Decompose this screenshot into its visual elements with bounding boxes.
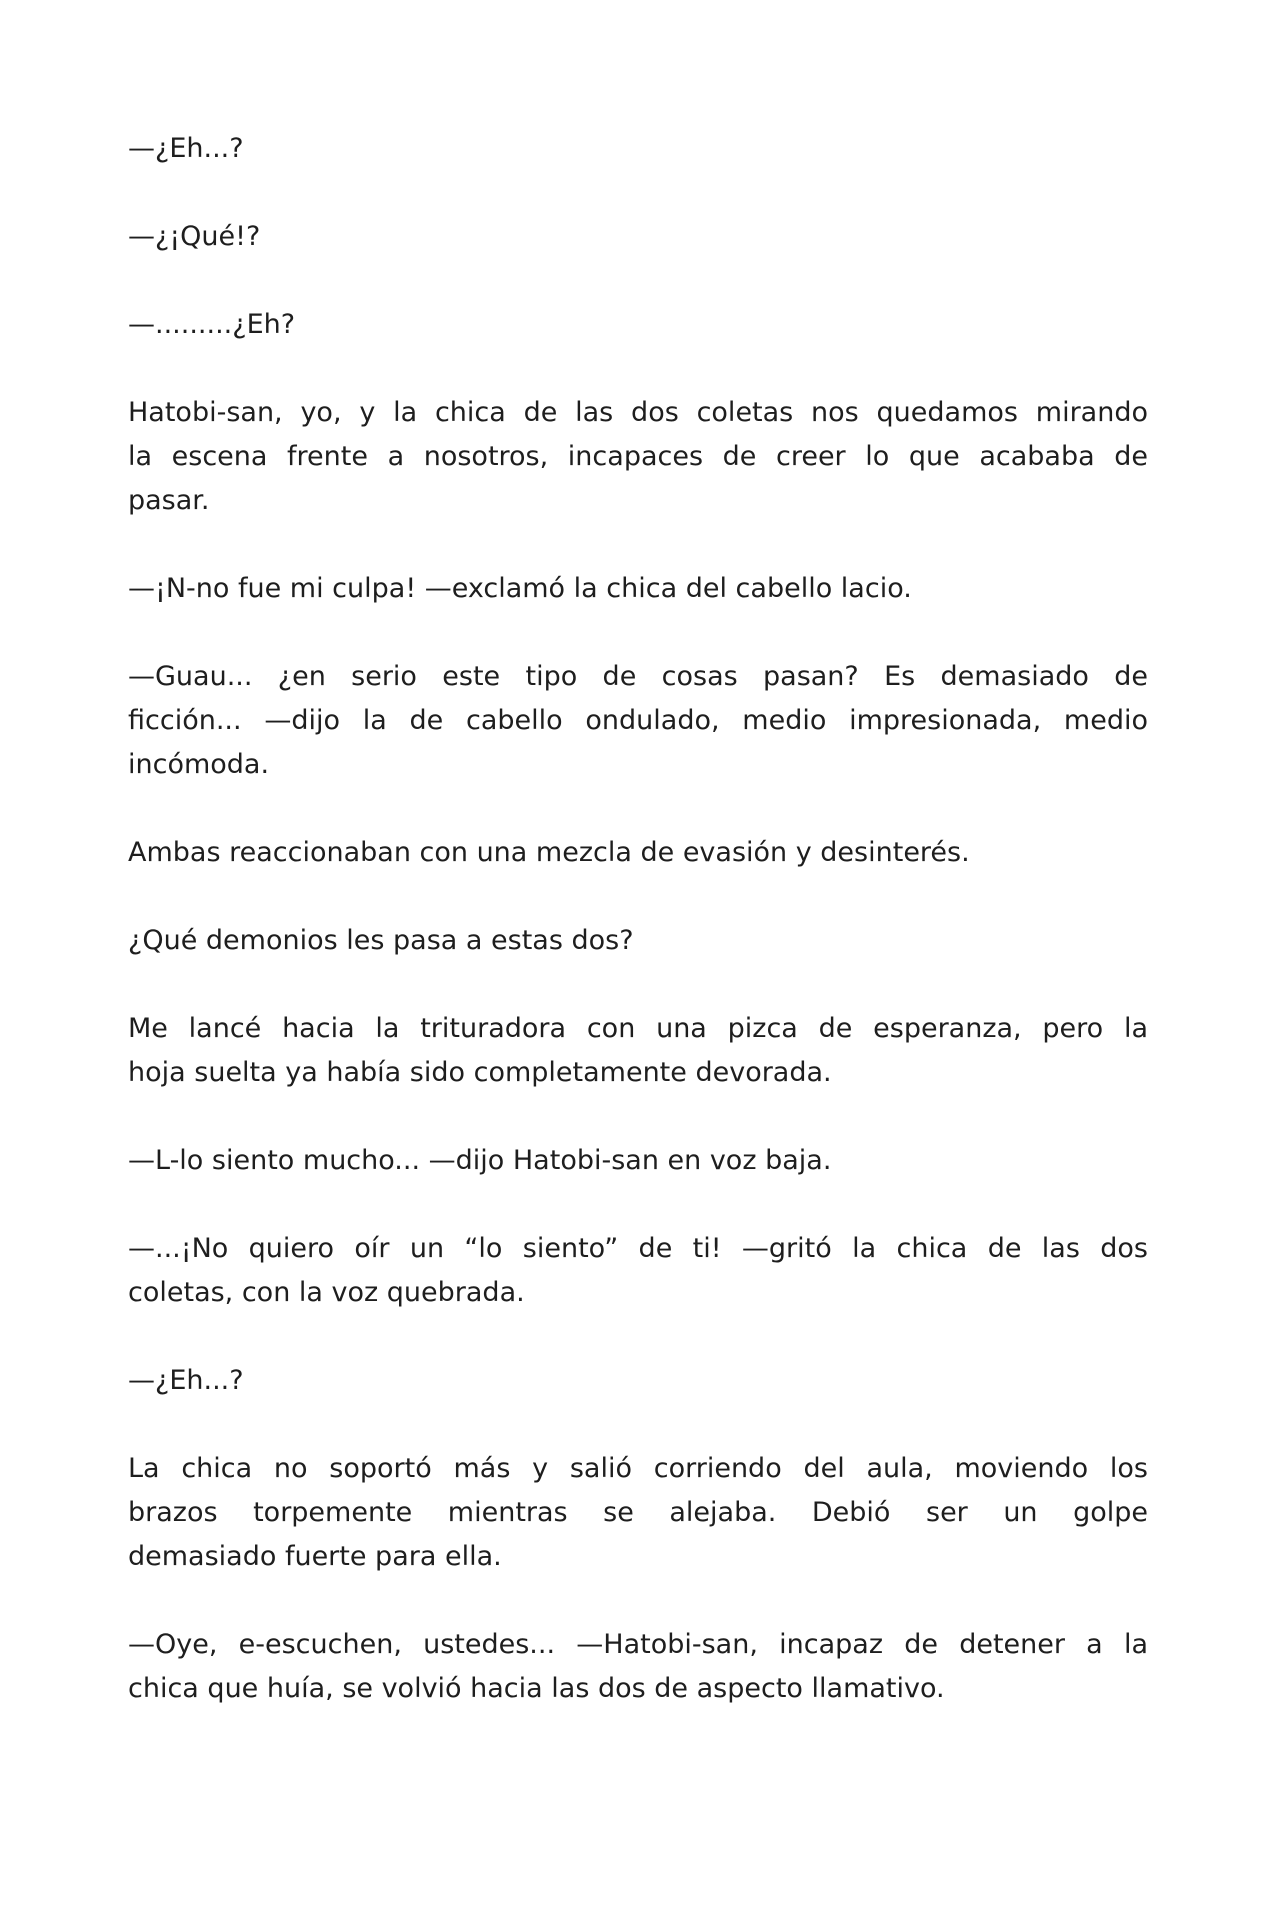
paragraph xyxy=(128,1359,1148,1403)
paragraph xyxy=(128,1447,1148,1579)
text-line: brazos torpemente mientras se alejaba. Debió ser un golpe xyxy=(128,1497,1148,1528)
text-line: —¡N-no fue mi culpa! —exclamó la chica del cabello lacio. xyxy=(128,573,912,604)
paragraph xyxy=(128,1007,1148,1095)
document-page xyxy=(128,127,1148,1755)
text-line: ficción... —dijo la de cabello ondulado, medio impresionada, medio xyxy=(128,705,1148,736)
paragraph xyxy=(128,919,1148,963)
paragraph xyxy=(128,127,1148,171)
text-line: Hatobi-san, yo, y la chica de las dos coletas nos quedamos mirando xyxy=(128,397,1148,428)
paragraph xyxy=(128,1227,1148,1315)
text-line: —¿¡Qué!? xyxy=(128,221,261,252)
text-line: demasiado fuerte para ella. xyxy=(128,1541,502,1572)
paragraph xyxy=(128,1139,1148,1183)
text-line: pasar. xyxy=(128,485,210,516)
text-line: —Guau... ¿en serio este tipo de cosas pasan? Es demasiado de xyxy=(128,661,1148,692)
paragraph xyxy=(128,1623,1148,1711)
text-line: La chica no soportó más y salió corriendo del aula, moviendo los xyxy=(128,1453,1148,1484)
paragraph xyxy=(128,303,1148,347)
text-line: Me lancé hacia la trituradora con una pizca de esperanza, pero la xyxy=(128,1013,1148,1044)
text-line: —...¡No quiero oír un “lo siento” de ti! —gritó la chica de las dos xyxy=(128,1233,1148,1264)
text-line: la escena frente a nosotros, incapaces de creer lo que acababa de xyxy=(128,441,1148,472)
paragraph xyxy=(128,567,1148,611)
text-line: coletas, con la voz quebrada. xyxy=(128,1277,525,1308)
text-line: —Oye, e-escuchen, ustedes... —Hatobi-san, incapaz de detener a la xyxy=(128,1629,1148,1660)
paragraph xyxy=(128,215,1148,259)
text-line: —.........¿Eh? xyxy=(128,309,296,340)
text-line: —L-lo siento mucho... —dijo Hatobi-san en voz baja. xyxy=(128,1145,832,1176)
text-line: chica que huía, se volvió hacia las dos de aspecto llamativo. xyxy=(128,1673,945,1704)
text-line: incómoda. xyxy=(128,749,270,780)
text-line: hoja suelta ya había sido completamente devorada. xyxy=(128,1057,832,1088)
text-line: —¿Eh...? xyxy=(128,1365,244,1396)
text-line: ¿Qué demonios les pasa a estas dos? xyxy=(128,925,634,956)
paragraph xyxy=(128,831,1148,875)
text-line: —¿Eh...? xyxy=(128,133,244,164)
paragraph xyxy=(128,391,1148,523)
paragraph xyxy=(128,655,1148,787)
text-line: Ambas reaccionaban con una mezcla de evasión y desinterés. xyxy=(128,837,970,868)
